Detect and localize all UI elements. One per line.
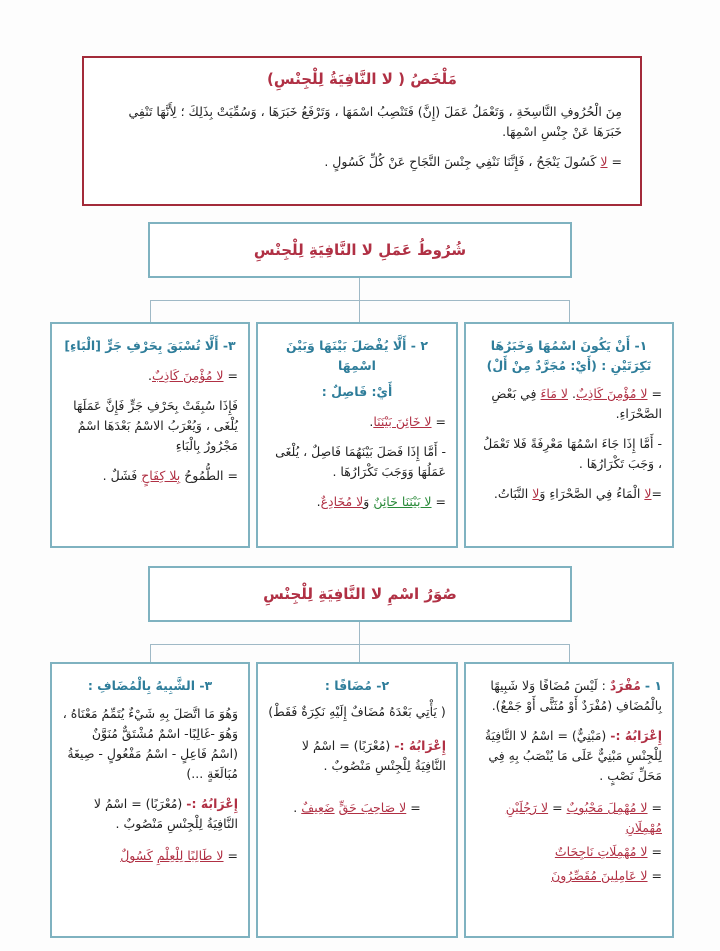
- connector: [359, 644, 360, 662]
- condition-card-3: ٣- أَلَّا تُسْبَقَ بِحَرْفِ جَرٍّ [الْبَاءِ] = لا مُؤْمِنَ كَاذِبٌ. فَإِذَا سُبِقَتْ بِحَرْفِ جَرٍّ فَإِنَّ عَمَلَهَا يُلْغَى ، وَيُعْرَبُ الاسْمُ بَعْدَهَا اسْمٌ مَجْرُورٌ بِالْبَاءِ = الطُّمُوحُ بِلا كِفَاحٍ فَشَلٌ .: [50, 322, 250, 548]
- condition-card-2: ٢ - أَلَّا يُفْصَلَ بَيْنَهَا وَبَيْنَ اسْمِهَا أَيْ: فَاصِلٌ : = لا خَائِنَ بَيْنَنَا. - أَمَّا إِذَا فَصَلَ بَيْنَهُمَا فَاصِلٌ ، يُلْغَى عَمَلُهَا وَوَجَبَ تَكْرَارُهَا . = لا بَيْنَنَا خَائِنٌ وَلا مُخَادِعٌ.: [256, 322, 458, 548]
- cond3-note: فَإِذَا سُبِقَتْ بِحَرْفِ جَرٍّ فَإِنَّ عَمَلَهَا يُلْغَى ، وَيُعْرَبُ الاسْمُ بَعْدَهَا اسْمٌ مَجْرُورٌ بِالْبَاءِ: [73, 398, 238, 453]
- form-card-1: [464, 662, 674, 938]
- cond2-example-2: = لا بَيْنَنَا خَائِنٌ وَلا مُخَادِعٌ.: [316, 494, 446, 509]
- form-card-2: ٢- مُضَافًا : ( يَأْتِي بَعْدَهُ مُضَافٌ إِلَيْهِ نَكِرَةٌ فَقَطْ) إِعْرَابُهُ :- (مُعْرَبًا) = اسْمُ لا النَّافِيَةُ لِلْجِنْسِ مَنْصُوبٌ . = لا صَاحِبَ حَقٍّ ضَعِيفٌ .: [256, 662, 458, 938]
- form2-desc: ( يَأْتِي بَعْدَهُ مُضَافٌ إِلَيْهِ نَكِرَةٌ فَقَطْ): [268, 704, 446, 719]
- form2-example: = لا صَاحِبَ حَقٍّ ضَعِيفٌ .: [293, 800, 421, 815]
- cond1-note: - أَمَّا إِذَا جَاءَ اسْمُهَا مَعْرِفَةً فَلا تَعْمَلُ ، وَجَبَ تَكْرَارُهَا .: [483, 436, 662, 471]
- example-la: لا: [600, 154, 608, 169]
- cond2-note: - أَمَّا إِذَا فَصَلَ بَيْنَهُمَا فَاصِلٌ ، يُلْغَى عَمَلُهَا وَوَجَبَ تَكْرَارُهَا .: [275, 444, 446, 479]
- form1-example-2: = لا مُهْمِلَاتِ نَاجِحَاتٌ: [554, 844, 662, 859]
- form-card-3: ٣- الشَّبِيهُ بِالْمُضَافِ : وَهُوَ مَا اتَّصَلَ بِهِ شَيْءٌ يُتَمِّمُ مَعْنَاهُ ، وَهُوَ -غَالِبًا- اسْمٌ مُشْتَقٌّ مُنَوَّنٌ (اسْمُ فَاعِلٍ - اسْمُ مَفْعُولٍ - صِيغَةُ مُبَالَغَةٍ ...) إِعْرَابُهُ :- (مُعْرَبًا) = اسْمُ لا النَّافِيَةُ لِلْجِنْسِ مَنْصُوبٌ . = لا طَالِبًا لِلْعِلْمِ كَسُولٌ: [50, 662, 250, 938]
- conditions-header: شُرُوطُ عَمَلِ لا النَّافِيَةِ لِلْجِنْسِ: [148, 222, 572, 278]
- connector: [569, 644, 570, 662]
- summary-box: [82, 56, 642, 206]
- connector: [359, 622, 360, 644]
- form3-example: = لا طَالِبًا لِلْعِلْمِ كَسُولٌ: [120, 848, 238, 863]
- connector: [150, 644, 570, 645]
- cond1-example-2: =لا الْمَاءُ فِي الصَّحْرَاءِ وَلا النَّبَاتُ.: [493, 486, 662, 501]
- cond2-example-1: = لا خَائِنَ بَيْنَنَا.: [369, 414, 446, 429]
- summary-body: مِنَ الْحُرُوفِ النَّاسِخَةِ ، وَتَعْمَلُ عَمَلَ (إِنَّ) فَتَنْصِبُ اسْمَهَا ، وَتَرْفَعُ خَبَرَهَا ، وَسُمِّيَتْ بِذَلِكَ ؛ لِأَنَّهَا تَنْفِي خَبَرَهَا عَنْ جِنْسِ اسْمِهَا.: [128, 104, 622, 139]
- summary-title: مَلْخَصُ ( لا النَّافِيَةُ لِلْجِنْسِ): [267, 70, 457, 88]
- form3-desc: وَهُوَ مَا اتَّصَلَ بِهِ شَيْءٌ يُتَمِّمُ مَعْنَاهُ ، وَهُوَ -غَالِبًا- اسْمٌ مُشْتَقٌّ مُنَوَّنٌ (اسْمُ فَاعِلٍ - اسْمُ مَفْعُولٍ - صِيغَةُ مُبَالَغَةٍ ...): [62, 706, 238, 781]
- summary-example: = لا كَسُولَ يَنْجَحُ ، فَإِنَّنَا نَنْفِي جِنْسَ النَّجَاحِ عَنْ كُلِّ كَسُولٍ .: [324, 154, 622, 169]
- form1-irab: إِعْرَابُهُ :- (مَبْنِيٌّ) = اسْمُ لا النَّافِيَةُ لِلْجِنْسِ مَبْنِيٌّ عَلَى مَا يُنْصَبُ بِهِ فِي مَحَلِّ نَصْبٍ .: [484, 728, 662, 783]
- connector: [569, 300, 570, 322]
- cond3-example-1: = لا مُؤْمِنَ كَاذِبٌ.: [148, 368, 238, 383]
- connector: [359, 278, 360, 300]
- connector: [150, 300, 570, 301]
- form2-irab: إِعْرَابُهُ :- (مُعْرَبًا) = اسْمُ لا النَّافِيَةُ لِلْجِنْسِ مَنْصُوبٌ .: [301, 738, 446, 773]
- cond1-example-1: = لا مُؤْمِنَ كَاذِبٌ. لا مَاءَ فِي بَعْضِ الصَّحْرَاءِ.: [491, 386, 662, 421]
- cond3-example-2: = الطُّمُوحُ بِلا كِفَاحٍ فَشَلٌ .: [102, 468, 238, 483]
- connector: [150, 644, 151, 662]
- form1-title: ١ - مُفْرَدٌ : لَيْسَ مُضَافًا وَلا شَبِيهًا بِالْمُضَافِ (مُفْرَدٌ أَوْ مُثَنًّى أَوْ جَمْعٌ).: [490, 678, 662, 713]
- form1-example-1: = لا مُهْمِلَ مَحْبُوبٌ = لا رَجُلَيْنِ مُهْمِلَانِ: [505, 800, 662, 835]
- form3-irab: إِعْرَابُهُ :- (مُعْرَبًا) = اسْمُ لا النَّافِيَةُ لِلْجِنْسِ مَنْصُوبٌ .: [93, 796, 238, 831]
- connector: [150, 300, 151, 322]
- form1-example-3: = لا عَامِلِينَ مُقَصِّرُونَ: [551, 868, 662, 883]
- condition-card-1: ١- أَنْ يَكُونَ اسْمُهَا وَخَبَرُهَا نَكِرَتَيْنِ : (أَيْ: مُجَرَّدٌ مِنْ أَلْ) = لا مُؤْمِنَ كَاذِبٌ. لا مَاءَ فِي بَعْضِ الصَّحْرَاءِ. - أَمَّا إِذَا جَاءَ اسْمُهَا مَعْرِفَةً فَلا تَعْمَلُ ، وَجَبَ تَكْرَارُهَا . =لا الْمَاءُ فِي الصَّحْرَاءِ وَلا النَّبَاتُ.: [464, 322, 674, 548]
- forms-header: صُوَرُ اسْمِ لا النَّافِيَةِ لِلْجِنْسِ: [148, 566, 572, 622]
- connector: [359, 300, 360, 322]
